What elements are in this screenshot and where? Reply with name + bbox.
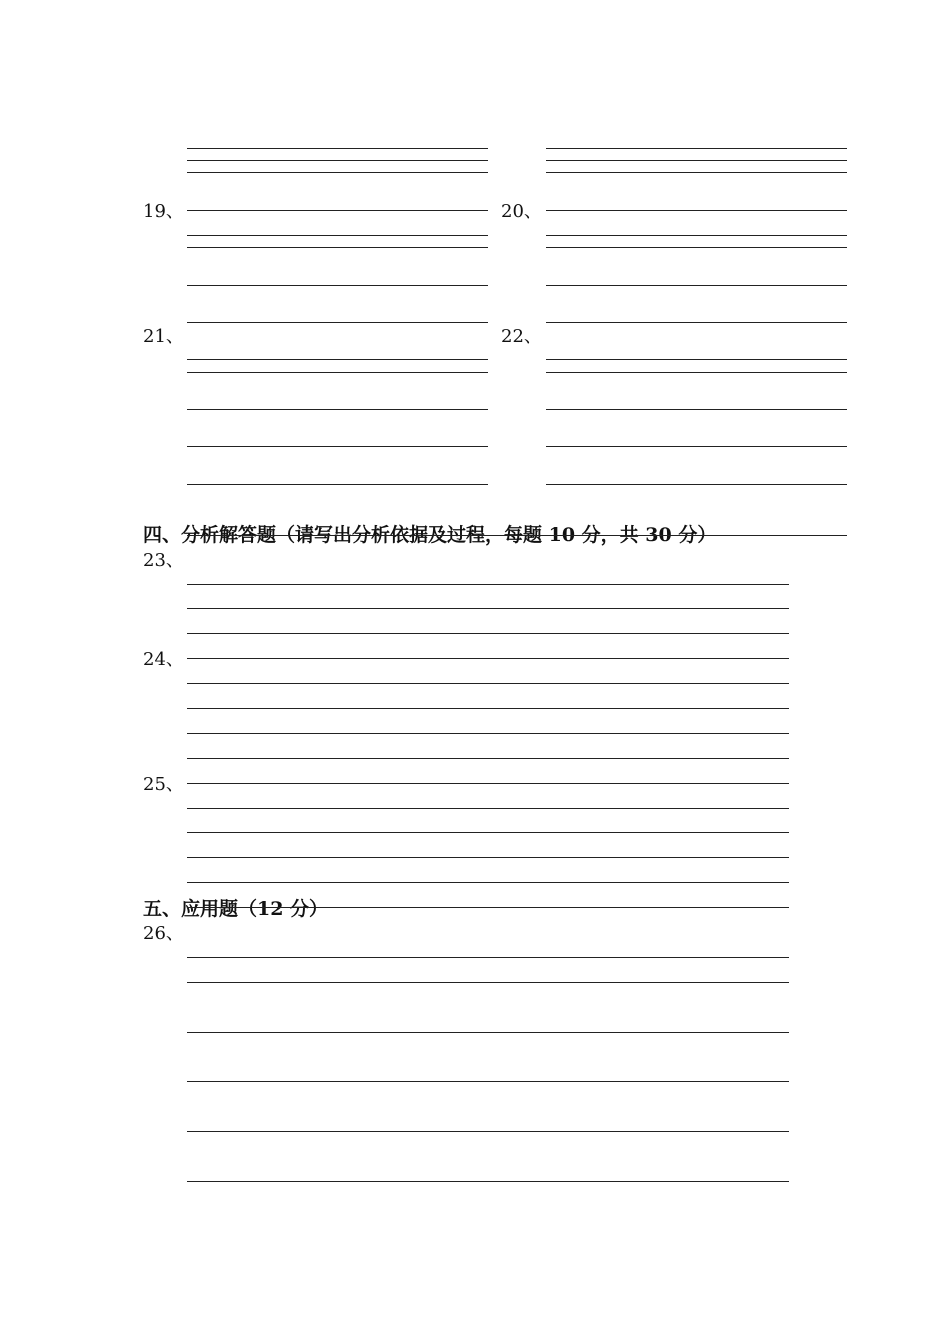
answer-line xyxy=(187,758,789,759)
answer-line xyxy=(546,172,847,173)
answer-line xyxy=(187,857,789,858)
question-number-21: 21、 xyxy=(143,326,184,347)
answer-line xyxy=(546,446,847,447)
question-number-20: 20、 xyxy=(501,201,542,222)
section-five-heading: 五、应用题（12 分） xyxy=(143,898,329,920)
answer-line xyxy=(546,235,847,236)
answer-line xyxy=(187,733,789,734)
answer-line xyxy=(187,1131,789,1132)
answer-line xyxy=(546,409,847,410)
answer-line xyxy=(187,832,789,833)
answer-line xyxy=(187,982,789,983)
answer-line xyxy=(187,160,488,161)
answer-line xyxy=(187,633,789,634)
question-number-22: 22、 xyxy=(501,326,542,347)
answer-line xyxy=(187,172,488,173)
answer-line xyxy=(187,808,789,809)
answer-line xyxy=(187,409,488,410)
answer-line xyxy=(187,907,789,908)
answer-line xyxy=(187,584,789,585)
answer-line xyxy=(187,608,789,609)
answer-line xyxy=(546,359,847,360)
answer-line xyxy=(546,148,847,149)
answer-line xyxy=(187,359,488,360)
answer-line xyxy=(187,1181,789,1182)
question-number-26: 26、 xyxy=(143,923,184,944)
answer-line xyxy=(546,322,847,323)
answer-line xyxy=(187,957,789,958)
answer-line xyxy=(187,148,488,149)
answer-line xyxy=(546,210,847,211)
answer-line xyxy=(187,1032,789,1033)
question-number-25: 25、 xyxy=(143,774,184,795)
answer-line xyxy=(187,446,488,447)
answer-line xyxy=(187,783,789,784)
answer-line xyxy=(187,658,789,659)
answer-line xyxy=(187,484,488,485)
answer-line xyxy=(187,708,789,709)
answer-line xyxy=(546,160,847,161)
answer-line xyxy=(187,285,488,286)
answer-line xyxy=(187,882,789,883)
section-four-heading: 四、分析解答题（请写出分析依据及过程，每题 10 分，共 30 分） xyxy=(143,524,717,546)
answer-line xyxy=(187,683,789,684)
answer-line xyxy=(546,372,847,373)
answer-line xyxy=(546,285,847,286)
question-number-19: 19、 xyxy=(143,201,184,222)
answer-line xyxy=(546,247,847,248)
answer-line xyxy=(187,535,847,536)
answer-line xyxy=(187,210,488,211)
answer-line xyxy=(187,1081,789,1082)
answer-line xyxy=(187,322,488,323)
answer-line xyxy=(187,372,488,373)
question-number-23: 23、 xyxy=(143,550,184,571)
answer-line xyxy=(546,484,847,485)
answer-line xyxy=(187,235,488,236)
question-number-24: 24、 xyxy=(143,649,184,670)
answer-line xyxy=(187,247,488,248)
